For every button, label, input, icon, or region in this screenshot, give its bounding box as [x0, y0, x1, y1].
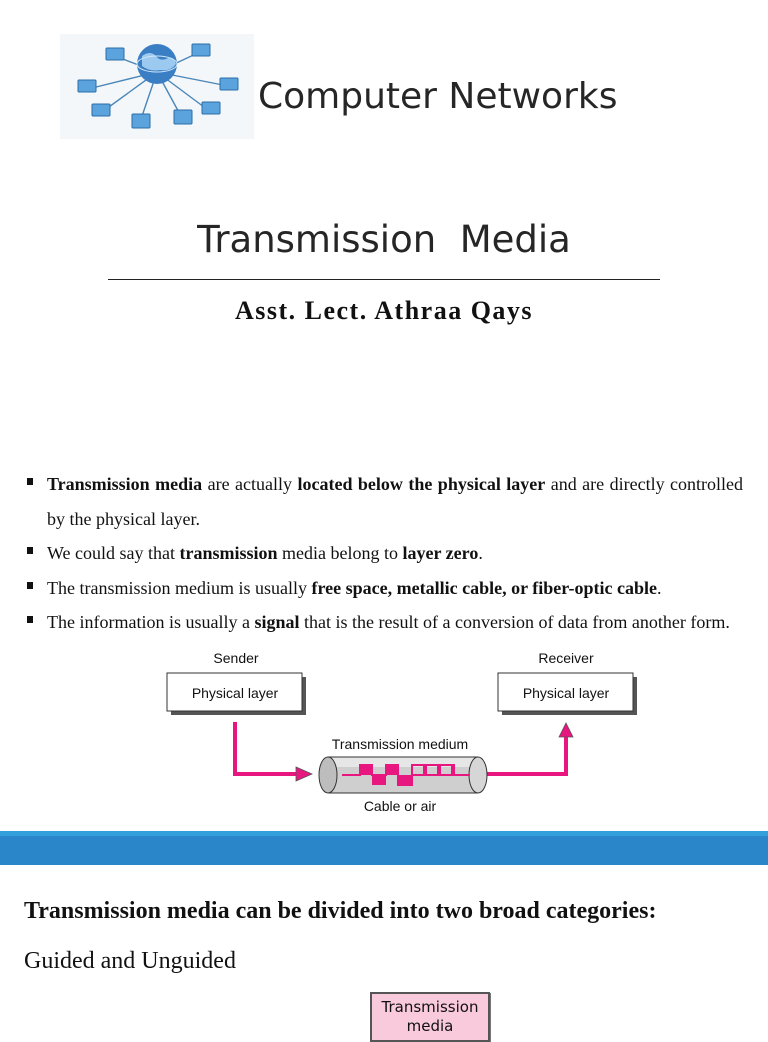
bullet-text: The transmission medium is usually	[47, 577, 312, 598]
bullet-text: that is the result of a conversion of data from another form.	[299, 612, 730, 632]
author-name: Asst. Lect. Athraa Qays	[234, 296, 534, 325]
network-logo	[60, 34, 254, 139]
receiver-box-label: Physical layer	[522, 685, 610, 701]
sender-box-label: Physical layer	[191, 685, 279, 701]
bullet-item	[24, 467, 743, 536]
section-heading: Transmission media can be divided into two broad categories:	[24, 898, 657, 924]
title-divider	[108, 279, 660, 280]
bullet-text: We could say that	[47, 543, 180, 563]
section-band	[0, 836, 768, 865]
bullet-text: The information is usually a	[47, 612, 255, 632]
receiver-label: Receiver	[538, 650, 594, 666]
slide-title: Transmission Media	[197, 218, 571, 261]
bullet-text: transmission	[179, 543, 278, 563]
bullet-text: located below the physical layer	[297, 474, 546, 494]
bullet-text: are actually	[202, 474, 298, 494]
bullet-text: signal	[254, 612, 300, 632]
bullet-item	[24, 571, 743, 606]
bullet-text: layer zero	[402, 543, 479, 563]
bullet-text: free space, metallic cable, or fiber-optic cable	[311, 577, 658, 598]
bullet-item	[24, 536, 743, 571]
bullet-text: Transmission media	[47, 474, 203, 494]
sender-label: Sender	[213, 650, 259, 666]
cable-label: Cable or air	[363, 798, 437, 814]
app-title: Computer Networks	[258, 76, 618, 117]
network-globe-laptops-icon	[60, 34, 254, 139]
section-subheading: Guided and Unguided	[24, 948, 236, 974]
bullet-text: .	[478, 543, 483, 563]
bullet-text: .	[657, 577, 662, 598]
bullet-list	[24, 467, 743, 640]
root-box-line1: Transmission	[381, 998, 479, 1016]
root-box-line2: media	[406, 1017, 454, 1035]
medium-label: Transmission medium	[331, 736, 469, 752]
transmission-diagram	[150, 640, 650, 830]
receiver-arrow	[486, 735, 566, 774]
sender-arrow	[235, 722, 298, 774]
bullet-text: media belong to	[277, 543, 403, 563]
transmission-media-root-box	[370, 992, 490, 1042]
bullet-item	[24, 605, 743, 640]
bullet-text: and are directly controlled by the physical layer.	[47, 474, 743, 529]
